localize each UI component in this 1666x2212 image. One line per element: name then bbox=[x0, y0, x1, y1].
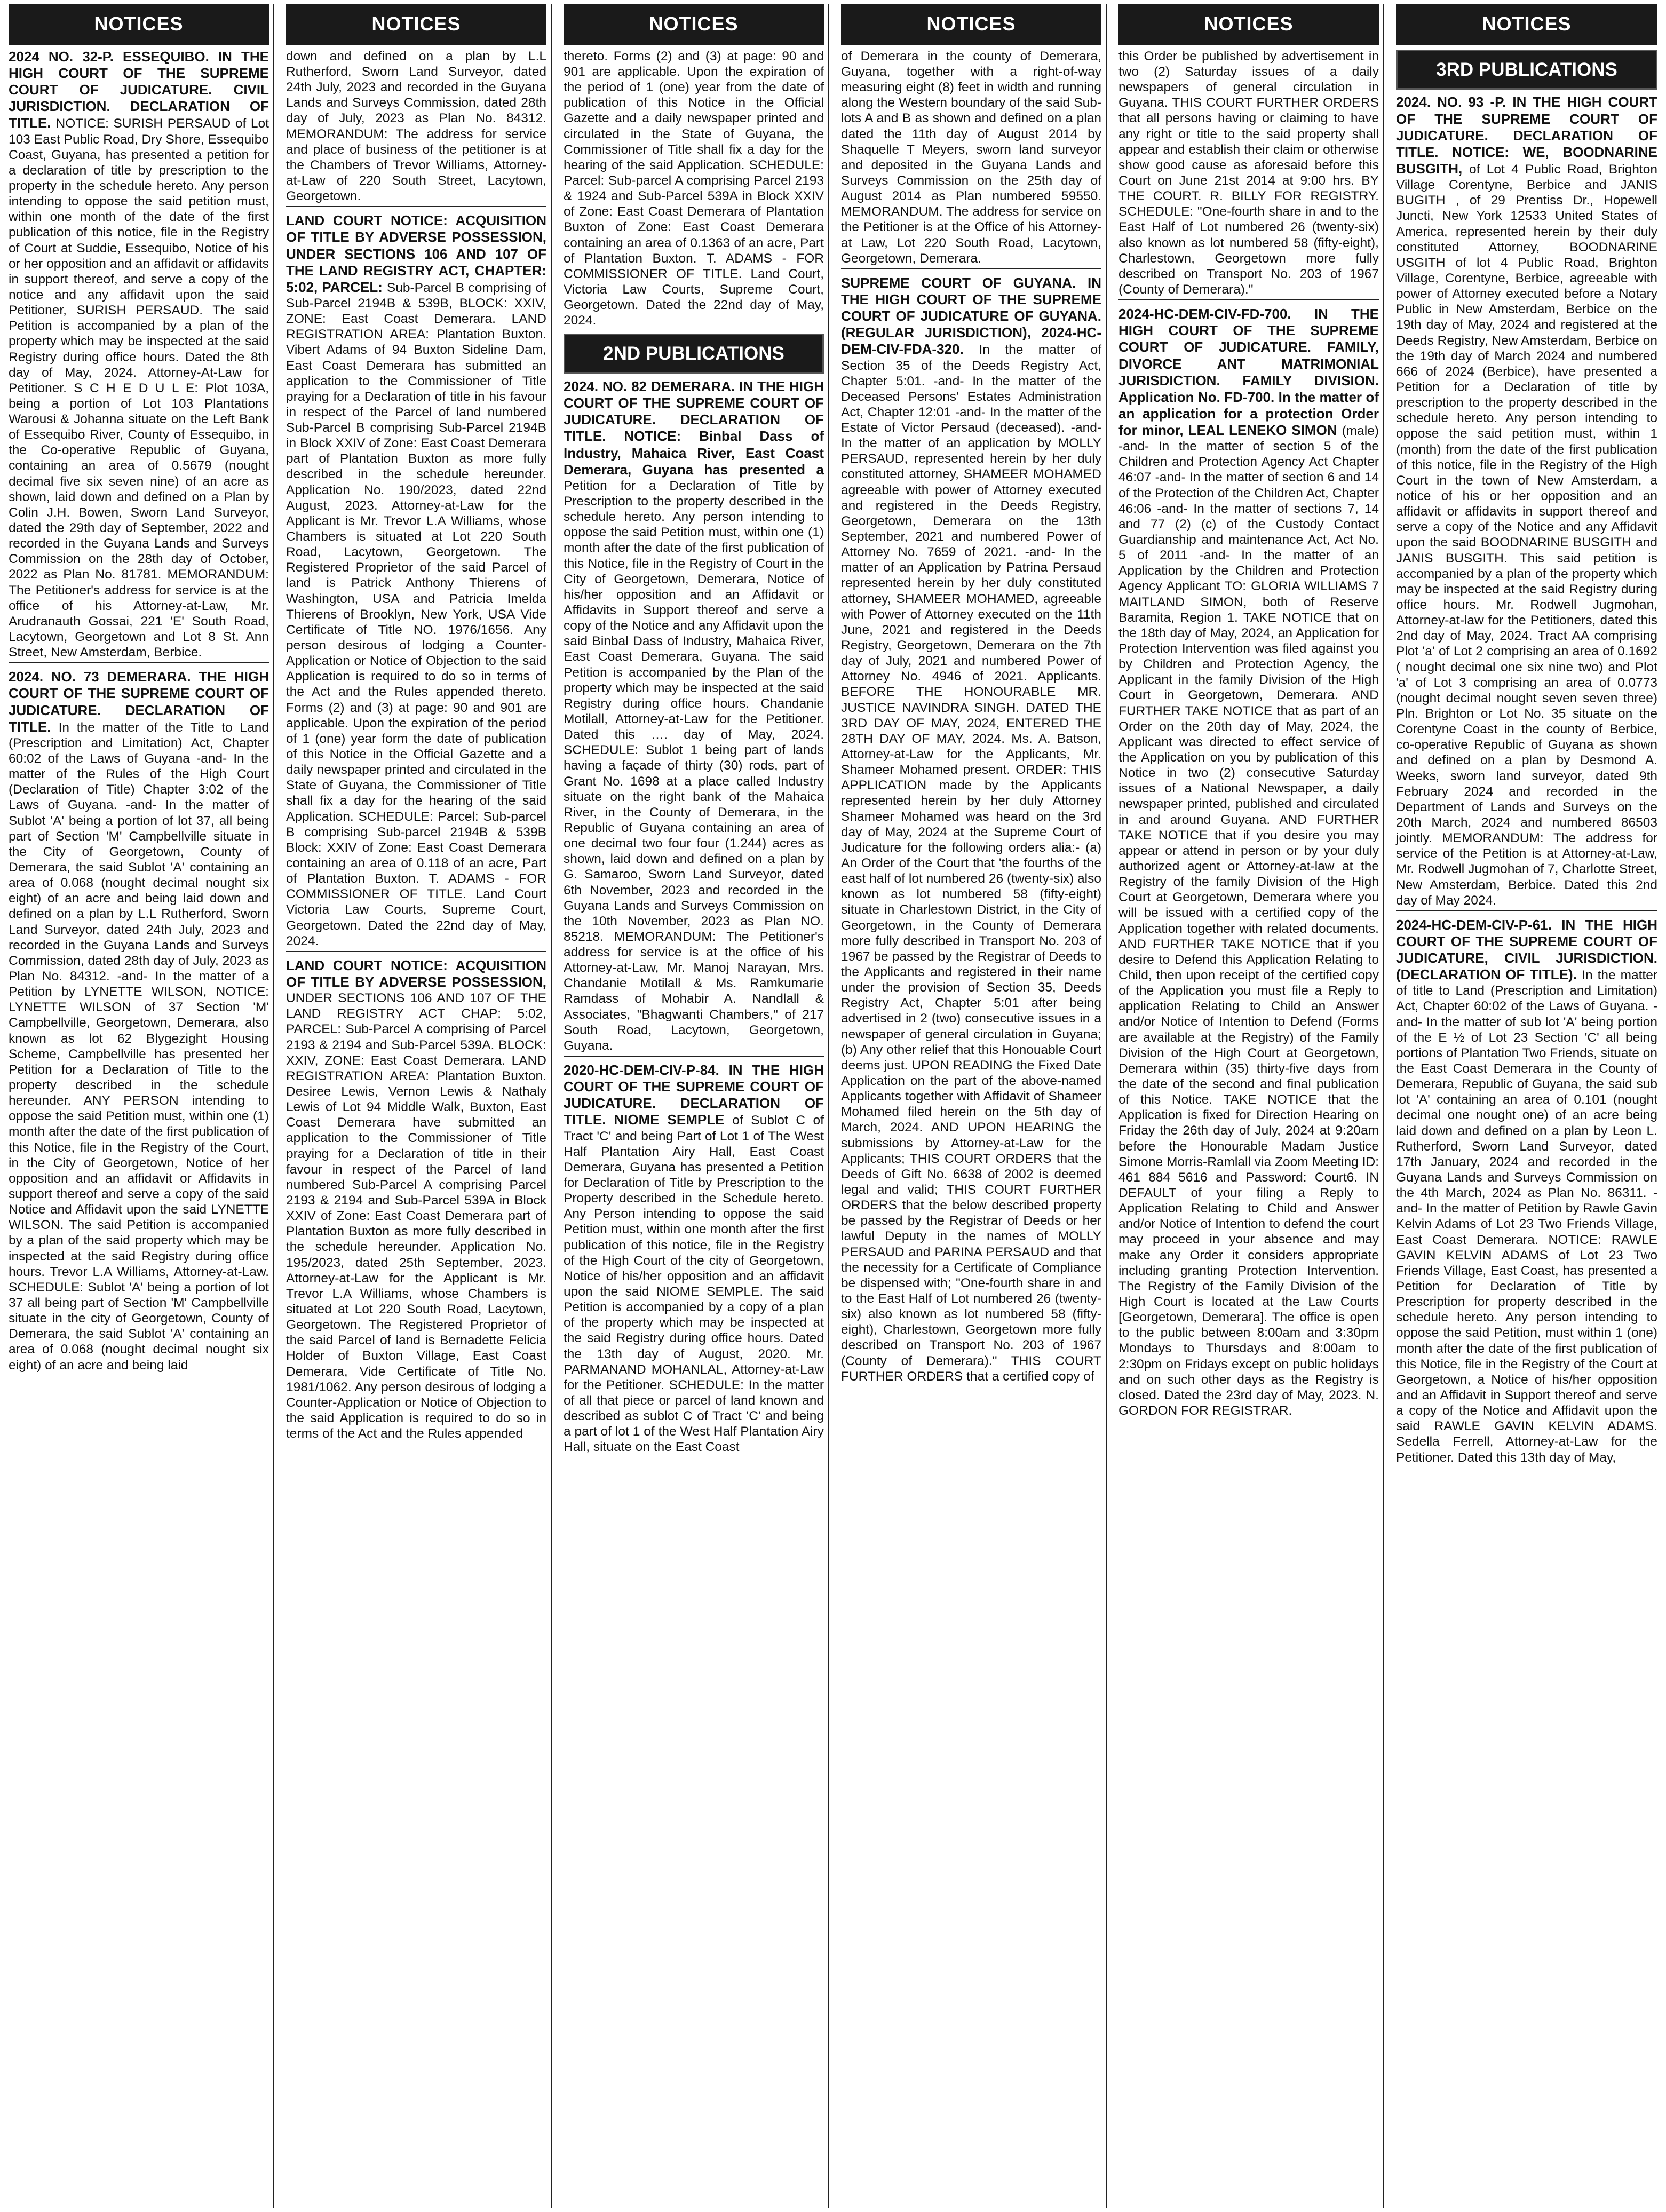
notice-body: UNDER SECTIONS 106 AND 107 OF THE LAND REGISTRY ACT CHAP: 5:02, PARCEL: Sub-Parcel A comprising of Parcel 2193 & 2194 and Sub-Parcel 539A. BLOCK: XXIV, ZONE: East Coast Demerara. LAND REGISTRATION AREA: Plantation Buxton. Desiree Lewis, Vernon Lewis & Nathaly Lewis of Lot 94 Middle Walk, Buxton, East Coast Demerara have submitted an application to the Commissioner of Title praying for a Declaration of title in their favour in respect of the Parcel of land numbered Sub-Parcel A comprising Parcel 2193 & 2194 and Sub-Parcel 539A in Block XXIV of Zone: East Coast Demerara part of Plantation Buxton as more fully described in the schedule hereunder. Application No. 195/2023, dated 25th September, 2023. Attorney-at-Law for the Applicant is Mr. Trevor L.A Williams, whose Chambers is situated at Lot 220 South Road, Lacytown, Georgetown. The Registered Proprietor of the said Parcel of land is Bernadette Felicia Holder of Buxton Village, East Coast Demerara, Vide Certificate of Title No. 1981/1062. Any person desirous of lodging a Counter-Application or Notice of Objection to the said Application is required to do so in terms of the Act and the Rules appended bbox=[286, 991, 546, 1441]
notice-body: (male) -and- In the matter of section 5 of the Children and Protection Agency Act Chapter 46:07 -and- In the matter of section 6 and 14 of the Protection of the Children Act, Chapter 46:06 -and- In the matter of sections 7, 14 and 77 (2) (c) of the Custody Contact Guardianship and maintenance Act, Act No. 5 of 2011 -and- In the matter of an Application by the Children and Protection Agency Applicant TO: GLORIA WILLIAMS 7 MAITLAND SIMON, both of Reserve Baramita, Region 1. TAKE NOTICE that on the 18th day of May, 2024, an Application for Protection Intervention was filed against you by Children and Protection Agency, the Applicant in the family Division of the High Court in Georgetown, Demerara. AND FURTHER TAKE NOTICE that as part of an Order on the 20th day of May, 2024, the Applicant was directed to effect service of the Application on you by publication of this Notice in two (2) consecutive Saturday issues of a National Newspaper, a daily newspaper printed, published and circulated in and around Guyana. AND FURTHER TAKE NOTICE that if you desire you may appear or attend in person or by your duly authorized agent or Attorney-at-law at the Registry of the family Division of the High Court at Georgetown, Demerara where you will be issued with a certified copy of the Application together with related documents. AND FURTHER TAKE NOTICE that if you desire to Defend this Application Relating to Child, then upon receipt of the certified copy of the Application you must file a Reply to application Relating to Child an Answer and/or Notice of Intention to Defend (Forms are available at the Registry) of the Family Division of the High Court at Georgetown, Demerara within (35) thirty-five days from the date of the second and final publication of this Notice. TAKE NOTICE that the Application is fixed for Direction Hearing on Friday the 26th day of July, 2024 at 9:20am before the Honourable Madam Justice Simone Morris-Ramlall via Zoom Meeting ID: 461 884 5616 and Password: Court6. IN DEFAULT of your filing a Reply to Application Relating to Child and Answer and/or Notice of Intention to defend the court may proceed in your absence and may make any Order it considers appropriate including granting Protection Intervention. The Registry of the Family Division of the High Court is located at the Law Courts [Georgetown, Demerara]. The office is open to the public between 8:00am and 3:30pm Mondays to Thursdays and 8:00am to 2:30pm on Fridays except on public holidays and on such other days as the Registry is closed. Dated the 23rd day of May, 2023. N. GORDON FOR REGISTRAR. bbox=[1118, 424, 1379, 1418]
notice-land-court-desiree-lewis bbox=[286, 957, 546, 1441]
notices-page bbox=[4, 4, 1662, 2208]
notice-body: In the matter of the Title to Land (Prescription and Limitation) Act, Chapter 60:02 of the Laws of Guyana -and- In the matter of the Rules of the High Court (Declaration of Title) Chapter 3:02 of the Laws of Guyana. -and- In the matter of Sublot 'A' being a portion of lot 37, all being part of Section 'M' Campbellville situate in the City of Georgetown, County of Demerara, the said Sublot 'A' containing an area of 0.068 (nought decimal nought six eight) of an acre and being laid down and defined on a plan by L.L Rutherford, Sworn Land Surveyor, dated 24th July, 2023 and recorded in the Guyana Lands and Surveys Commission, dated 28th day of July, 2023 as Plan No. 84312. -and- In the matter of a Petition by LYNETTE WILSON, NOTICE: LYNETTE WILSON of 37 Section 'M' Campbellville, Georgetown, Demerara, also known as lot 62 Blygezight Housing Scheme, Campbellville has presented her Petition for a Declaration of Title to the property described in the schedule hereunder. ANY PERSON intending to oppose the said Petition must, within one (1) month after the date of the first publication of this Notice, file in the Registry of the Court, in the City of Georgetown, Notice of her opposition and an affidavit or Affidavits in support thereof and serve a copy of the said Notice and Affidavit upon the said LYNETTE WILSON. The said Petition is accompanied by a plan of the said property which may be inspected at the said Registry during office hours. Trevor L.A Williams, Attorney-at-Law. SCHEDULE: Sublot 'A' being a portion of lot 37 all being part of Section 'M' Campbellville situate in the city of Georgetown, County of Demerara, the said Sublot 'A' containing an area of 0.068 (nought decimal nought six eight) of an acre and being laid bbox=[9, 720, 269, 1373]
notice-body: Sub-Parcel B comprising of Sub-Parcel 2194B & 539B, BLOCK: XXIV, ZONE: East Coast Demerara. LAND REGISTRATION AREA: Plantation Buxton. Vibert Adams of 94 Buxton Sideline Dam, East Coast Demerara has submitted an application to the Commissioner of Title praying for a Declaration of title in his favour in respect of the Parcel of land numbered Sub-Parcel B comprising Sub-Parcel 2194B in Block XXIV of Zone: East Coast Demerara part of Plantation Buxton as more fully described in the schedule hereunder. Application No. 190/2023, dated 22nd August, 2023. Attorney-at-Law for the Applicant is Mr. Trevor L.A Williams, whose Chambers is situated at Lot 220 South Road, Lacytown, Georgetown. The Registered Proprietor of the said Parcel of land is Patrick Anthony Thierens of Washington, USA and Patricia Imelda Thierens of Brooklyn, New York, USA Vide Certificate of Title NO. 1976/1656. Any person desirous of lodging a Counter-Application or Notice of Objection to the said Application is required to do so in terms of the Act and the Rules appended thereto. Forms (2) and (3) at page: 90 and 901 are applicable. Upon the expiration of the period of 1 (one) year form the date of publication of this Notice in the Official Gazette and a daily newspaper printed and circulated in the State of Guyana, the Commissioner of Title shall fix a day for the hearing of the said Application. SCHEDULE: Parcel: Sub-parcel B comprising Sub-parcel 2194B & 539B Block: XXIV of Zone: East Coast Demerara containing an area of 0.118 of an acre, Part of Plantation Buxton. T. ADAMS - FOR COMMISSIONER OF TITLE. Land Court Victoria Law Courts, Supreme Court, Georgetown. Dated the 22nd day of May, 2024. bbox=[286, 280, 546, 948]
notice-body: Petition for a Declaration of Title by Prescription to the property described in the schedule hereto. Any person intending to oppose the said Petition must, within one (1) month after the date of the first publication of this Notice, file in the Registry of Court in the City of Georgetown, Demerara, Notice of his/her opposition and an Affidavit or Affidavits in Support thereof and serve a copy of the Notice and any Affidavit upon the said Binbal Dass of Industry, Mahaica River, East Coast Demerara, Guyana. The said Petition is accompanied by the Plan of the property which may be inspected at the said Registry during office hours. Chandanie Motilall, Attorney-at-Law for the Petitioner. Dated this …. day of May, 2024. SCHEDULE: Sublot 1 being part of lands having a façade of thirty (30) rods, part of Grant No. 1698 at a place called Industry situate on the right bank of the Mahaica River, in the County of Demerara, in the Republic of Guyana containing an area of one decimal two four four (1.244) acres as shown, laid down and defined on a plan by G. Samaroo, Sworn Land Surveyor, dated 6th November, 2023 and recorded in the Guyana Lands and Surveys Commission on the 10th November, 2023 as Plan NO. 85218. MEMORANDUM: The Petitioner's address for service is at the office of his Attorney-at-Law, Mr. Manoj Narayan, Mrs. Chandanie Motilall & Ms. Ramkumarie Ramdass of Mohabir A. Nandlall & Associates, "Bhagwanti Chambers," of 217 South Road, Lacytown, Georgetown, Guyana. bbox=[564, 478, 824, 1053]
notice-2024-73 bbox=[9, 669, 269, 1373]
notice-heading: 2024-HC-DEM-CIV-P-61. IN THE HIGH COURT OF THE SUPREME COURT OF JUDICATURE, CIVIL JURISDICTION. (DECLARATION OF TITLE). bbox=[1396, 916, 1657, 983]
third-publications-banner: 3RD PUBLICATIONS bbox=[1396, 50, 1657, 90]
column-1 bbox=[4, 4, 274, 2208]
notice-body: down and defined on a plan by L.L Rutherford, Sworn Land Surveyor, dated 24th July, 2023 and recorded in the Guyana Lands and Surveys Commission, dated 28th day of July, 2023 as Plan No. 84312. MEMORANDUM: The address for service and place of business of the petitioner is at the Chambers of Trevor Williams, Attorney-at-Law of 220 South Street, Lacytown, Georgetown. bbox=[286, 49, 546, 204]
section-header: NOTICES bbox=[9, 4, 269, 45]
notice-body: of Lot 4 Public Road, Brighton Village Corentyne, Berbice and JANIS BUGITH , of 29 Prentiss Dr., Hopewell Juncti, New York 12533 United States of America, represented herein by their duly constituted Attorney, BOODNARINE USGITH of lot 4 Public Road, Brighton Village, Corentyne, Berbice, agreeable with power of Attorney executed before a Notary Public in New Amsterdam, Berbice on the 19th day of May, 2024 and registered at the Deeds Registry, New Amsterdam, Berbice on the 19th day of March 2024 and numbered 666 of 2024 (Berbice), have presented a Petition for a Declaration of title by prescription to the property described in the schedule hereto. Any person intending to oppose the said petition must, within 1 (month) from the date of the first publication of this notice, file in the Registry of the High Court in the town of New Amsterdam, a notice of his or her opposition and an affidavit or affidavits in support thereof and serve a copy of the Notice and any Affidavit upon the said BOODNARINE BUSGITH and JANIS BUSGITH. This said petition is accompanied by a plan of the property which may be inspected at the said Registry during office hours. Mr. Rodwell Jugmohan, Attorney-at-law for the Petitioners, dated this 2nd day of May, 2024. Tract AA comprising Plot 'a' of Lot 2 comprising an area of 0.1692 ( nought decimal one six nine two) and Plot 'a' of Lot 3 comprising an area of 0.0773 (nought decimal nought seven seven three) Pln. Brighton or Lot No. 35 situate on the Corentyne Coast in the county of Berbice, co-operative Republic of Guyana as shown and defined on a plan by Desmond A. Weeks, sworn land surveyor, dated 9th February 2024 and recorded in the Department of Lands and Surveys on the 20th March, 2024 and numbered 86503 jointly. MEMORANDUM: The address for service of the Petition is at Attorney-at-Law, Mr. Rodwell Jugmohan of 7, Charlotte Street, New Amsterdam, Berbice. Dated this 2nd day of May 2024. bbox=[1396, 162, 1657, 908]
notice-heading: 2024. NO. 73 DEMERARA. THE HIGH COURT OF THE SUPREME COURT OF JUDICATURE. DECLARATION OF TITLE. bbox=[9, 669, 269, 735]
section-header: NOTICES bbox=[286, 4, 546, 45]
second-publications-banner: 2ND PUBLICATIONS bbox=[564, 334, 824, 374]
notice-heading: SUPREME COURT OF GUYANA. IN THE HIGH COURT OF THE SUPREME COURT OF JUDICATURE OF GUYANA. (REGULAR JURISDICTION), 2024-HC-DEM-CIV-FDA-320. bbox=[841, 274, 1101, 358]
notice-heading: 2024. NO. 93 -P. IN THE HIGH COURT OF THE SUPREME COURT OF JUDICATURE. DECLARATION OF TITLE. NOTICE: WE, BOODNARINE BUSGITH, bbox=[1396, 94, 1657, 177]
notice-body: NOTICE: SURISH PERSAUD of Lot 103 East Public Road, Dry Shore, Essequibo Coast, Guyana, has presented a petition for a declaration of title by prescription to the property in the schedule hereto. Any person intending to oppose the said petition must, within one month of the date of the first publication of this notice, file in the Registry of Court at Suddie, Essequibo, Notice of his or her opposition and an affidavit or affidavits in support thereof, and serve a copy of the notice and any affidavit upon the said Petitioner, SURISH PERSAUD. The said Petition is accompanied by a plan of the property which may be inspected at the said Registry during office hours. Dated the 8th day of May, 2024. Attorney-At-Law for Petitioner. S C H E D U L E: Plot 103A, being a portion of Lot 103 Plantations Warousi & Johanna situate on the Left Bank of Essequibo River, County of Essequibo, in the Co-operative Republic of Guyana, containing an area of 0.5679 (nought decimal five six seven nine) of an acre as shown, laid down and defined on a Plan by Colin J.H. Bowen, Sworn Land Surveyor, dated the 29th day of September, 2022 and recorded in the Guyana Lands and Surveys Commission on the 28th day of October, 2022 as Plan No. 81781. MEMORANDUM: The Petitioner's address for service is at the office of his Attorney-at-Law, Mr. Arudranauth Gossai, 221 'E' South Road, Lacytown, Georgetown and Lot 8 St. Ann Street, New Amsterdam, Berbice. bbox=[9, 116, 269, 660]
notice-2024-82 bbox=[564, 378, 824, 1057]
column-2 bbox=[282, 4, 552, 2208]
notice-land-court-desiree-lewis-continued bbox=[564, 49, 824, 329]
notice-body: In the matter of Section 35 of the Deeds Registry Act, Chapter 5:01. -and- In the matter of the Deceased Persons' Estates Administration Act, Chapter 12:01 -and- In the matter of the Estate of Victor Persaud (deceased). -and- In the matter of an application by MOLLY PERSAUD, represented herein by her duly constituted attorney, SHAMEER MOHAMED agreeable with power of Attorney executed and registered in the Deeds Registry, Georgetown, Demerara on the 13th September, 2021 and numbered Power of Attorney No. 7659 of 2021. -and- In the matter of an Application by Patrina Persaud represented herein by her duly constituted attorney, SHAMEER MOHAMED, agreeable with Power of Attorney executed on the 11th June, 2021 and registered in the Deeds Registry, Georgetown, Demerara on the 7th day of July, 2021 and numbered Power of Attorney No. 4946 of 2021. Applicants. BEFORE THE HONOURABLE MR. JUSTICE NAVINDRA SINGH. DATED THE 3RD DAY OF MAY, 2024, ENTERED THE 28TH DAY OF MAY, 2024. Ms. A. Batson, Attorney-at-Law for the Applicants, Mr. Shameer Mohamed present. ORDER: THIS APPLICATION made by the Applicants represented herein by her duly Attorney Shameer Mohamed was heard on the 3rd day of May, 2024 at the Supreme Court of Judicature for the following orders alia:- (a) An Order of the Court that 'the fourths of the east half of lot numbered 26 (twenty-six) also known as lot numbered 58 (fifty-eight) situate in Charlestown District, in the City of Georgetown, in the County of Demerara more fully described in Transport No. 203 of 1967 be passed by the Registrar of Deeds to the Applicants and registered in their name under the provision of Section 35, Deeds Registry Act, Chapter 5:01 after being advertised in 2 (two) consecutive issues in a newspaper of general circulation in Guyana; (b) Any other relief that this Honouable Court deems just. UPON READING the Fixed Date Application on the part of the above-named Applicants together with Affidavit of Shameer Mohamed filed herein on the 5th day of March, 2024. AND UPON HEARING the submissions by Attorney-at-Law for the Applicants; THIS COURT ORDERS that the Deeds of Gift No. 6638 of 2002 is deemed legal and valid; THIS COURT FURTHER ORDERS that the below described property be passed by the Registrar of Deeds or her lawful Deputy in the names of MOLLY PERSAUD and PARINA PERSAUD and that the necessity for a Certificate of Compliance be dispensed with; "One-fourth share in and to the East Half of Lot numbered 26 (twenty-six) also known as lot numbered 58 (fifty-eight), Charlestown, Georgetown more fully described on Transport No. 203 of 1967 (County of Demerara)." THIS COURT FURTHER ORDERS that a certified copy of bbox=[841, 343, 1101, 1384]
notice-body: this Order be published by advertisement in two (2) Saturday issues of a daily newspapers of general circulation in Guyana. THIS COURT FURTHER ORDERS that all persons having or claiming to have any right or title to the said property shall appear and establish their claim or otherwise show good cause as aforesaid before this Court on June 21st 2014 at 9:00 hrs. BY THE COURT. R. BILLY FOR REGISTRY. SCHEDULE: "One-fourth share in and to the East Half of Lot numbered 26 (twenty-six) also known as lot numbered 58 (fifty-eight), Charlestown, Georgetown more fully described on Transport No. 203 of 1967 (County of Demerara)." bbox=[1118, 49, 1379, 297]
notice-heading: LAND COURT NOTICE: ACQUISITION OF TITLE BY ADVERSE POSSESSION, UNDER SECTIONS 106 AND 107 OF THE LAND REGISTRY ACT, CHAPTER: 5:02, PARCEL: bbox=[286, 212, 546, 295]
notice-2024-hc-dem-civ-fda-320-continued bbox=[1118, 49, 1379, 300]
notice-heading: LAND COURT NOTICE: ACQUISITION OF TITLE BY ADVERSE POSSESSION, bbox=[286, 957, 546, 990]
section-header: NOTICES bbox=[564, 4, 824, 45]
notice-heading: 2024. NO. 82 DEMERARA. IN THE HIGH COURT OF THE SUPREME COURT OF JUDICATURE. DECLARATION OF TITLE. NOTICE: Binbal Dass of Industry, Mahaica River, East Coast Demerara, Guyana has presented a bbox=[564, 378, 824, 478]
column-3 bbox=[559, 4, 829, 2208]
section-header: NOTICES bbox=[1118, 4, 1379, 45]
notice-2024-93-p bbox=[1396, 94, 1657, 911]
column-5 bbox=[1114, 4, 1384, 2208]
notice-2024-hc-dem-civ-fda-320 bbox=[841, 275, 1101, 1384]
notice-2024-32p bbox=[9, 49, 269, 663]
notice-land-court-vibert-adams bbox=[286, 212, 546, 952]
notice-body: In the matter of title to Land (Prescription and Limitation) Act, Chapter 60:02 of the Laws of Guyana. -and- In the matter of sub lot 'A' being portion of the E ½ of Lot 23 Section 'C' all being portions of Plantation Two Friends, situate on the East Coast Demerara in the County of Demerara, Republic of Guyana, the said sub lot 'A' containing an area of 0.101 (nought decimal one nought one) of an acre being laid down and defined on a plan by Leon L. Rutherford, Sworn Land Surveyor, dated 17th January, 2024 and recorded in the Guyana Lands and Surveys Commission on the 4th March, 2024 as Plan No. 86311. -and- In the matter of Petition by Rawle Gavin Kelvin Adams of Lot 23 Two Friends Village, East Coast Demerara. NOTICE: RAWLE GAVIN KELVIN ADAMS of Lot 23 Two Friends Village, East Coast, has presented a Petition for Declaration of Title by Prescription for property described in the schedule hereto. Any person intending to oppose the said Petition, must within 1 (one) month after the date of the first publication of this Notice, file in the Registry of the Court at Georgetown, a Notice of his/her opposition and an Affidavit in Support thereof and serve a copy of the Notice and Affidavit upon the said RAWLE GAVIN KELVIN ADAMS. Sedella Ferrell, Attorney-at-Law for the Petitioner. Dated this 13th day of May, bbox=[1396, 968, 1657, 1465]
notice-2024-hc-dem-civ-fd-700 bbox=[1118, 306, 1379, 1418]
notice-heading: 2020-HC-DEM-CIV-P-84. IN THE HIGH COURT OF THE SUPREME COURT OF JUDICATURE. DECLARATION OF TITLE. NIOME SEMPLE bbox=[564, 1062, 824, 1128]
column-6 bbox=[1392, 4, 1662, 2208]
section-header: NOTICES bbox=[1396, 4, 1657, 45]
notice-body: of Demerara in the county of Demerara, Guyana, together with a right-of-way measuring eight (8) feet in width and running along the Western boundary of the said Sub-lots A and B as shown and defined on a plan dated the 11th day of August 2014 by Shaquelle T Meyers, sworn land surveyor and deposited in the Guyana Lands and Surveys Commission on the 25th day of August 2014 as Plan numbered 59550. MEMORANDUM. The address for service on the Petitioner is at the Office of his Attorney-at Law, Lot 220 South Road, Lacytown, Georgetown, Demerara. bbox=[841, 49, 1101, 266]
notice-heading: 2024-HC-DEM-CIV-FD-700. IN THE HIGH COURT OF THE SUPREME COURT OF JUDICATURE. FAMILY, DIVORCE ANT MATRIMONIAL JURISDICTION. FAMILY DIVISION. Application No. FD-700. In the matter of an application for a protection Order for minor, LEAL LENEKO SIMON bbox=[1118, 306, 1379, 439]
notice-body: of Sublot C of Tract 'C' and being Part of Lot 1 of The West Half Plantation Airy Hall, East Coast Demerara, Guyana has presented a Petition for Declaration of Title by Prescription to the Property described in the Schedule hereto. Any Person intending to oppose the said Petition must, within one month after the first publication of this notice, file in the Registry of the High Court of the city of Georgetown, Notice of his/her opposition and an affidavit upon the said NIOME SEMPLE. The said Petition is accompanied by a copy of a plan of the property which may be inspected at the said Registry during office hours. Dated the 13th day of August, 2020. Mr. PARMANAND MOHANLAL, Attorney-at-Law for the Petitioner. SCHEDULE: In the matter of all that piece or parcel of land known and described as sublot C of Tract 'C' and being a part of lot 1 of the West Half Plantation Airy Hall, situate on the East Coast bbox=[564, 1113, 824, 1455]
section-header: NOTICES bbox=[841, 4, 1101, 45]
notice-2020-hc-dem-civ-p-84 bbox=[564, 1062, 824, 1455]
notice-2024-hc-dem-civ-p-61 bbox=[1396, 917, 1657, 1465]
notice-heading: 2024 NO. 32-P. ESSEQUIBO. IN THE HIGH COURT OF THE SUPREME COURT OF JUDICATURE. CIVIL JURISDICTION. DECLARATION OF TITLE. bbox=[9, 48, 269, 131]
column-4 bbox=[837, 4, 1107, 2208]
notice-2024-73-continued bbox=[286, 49, 546, 207]
notice-body: thereto. Forms (2) and (3) at page: 90 and 901 are applicable. Upon the expiration of the period of 1 (one) year from the date of publication of this Notice in the Official Gazette and a daily newspaper printed and circulated in the State of Guyana, the Commissioner of Title shall fix a day for the hearing of the said Application. SCHEDULE: Parcel: Sub-parcel A comprising Parcel 2193 & 1924 and Sub-Parcel 539A in Block XXIV of Zone: East Coast Demerara of Plantation Buxton of Zone: East Coast Demerara containing an area of 0.1363 of an acre, Part of Plantation Buxton. T. ADAMS - FOR COMMISSIONER OF TITLE. Land Court, Victoria Law Courts, Supreme Court, Georgetown. Dated the 22nd day of May, 2024. bbox=[564, 49, 824, 328]
notice-2020-hc-dem-civ-p-84-continued bbox=[841, 49, 1101, 269]
